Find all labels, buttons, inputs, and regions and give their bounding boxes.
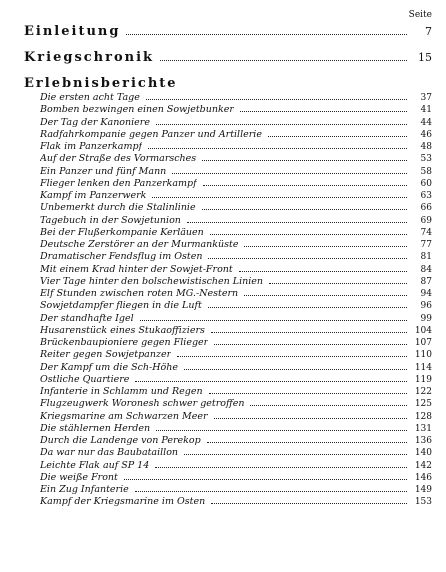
- entry-title: Leichte Flak auf SP 14: [40, 459, 150, 471]
- entry-title: Husarenstück eines Stukaoffiziers: [40, 324, 205, 336]
- entry-title: Sowjetdampfer fliegen in die Luft: [40, 300, 202, 312]
- section-title: Kriegschronik: [24, 50, 155, 65]
- entry-page-number: 140: [414, 448, 432, 459]
- dot-leader: [160, 60, 407, 61]
- entry-title: Die weiße Front: [40, 471, 118, 483]
- entry-page-number: 125: [414, 399, 432, 410]
- dot-leader: [208, 307, 407, 308]
- toc-entry: [40, 190, 432, 202]
- toc-entry: [40, 435, 432, 447]
- entry-title: Tagebuch in der Sowjetunion: [40, 214, 181, 226]
- dot-leader: [172, 173, 407, 174]
- entry-page-number: 99: [420, 313, 432, 324]
- toc-entry: [40, 141, 432, 153]
- dot-leader: [135, 491, 407, 492]
- entry-title: Deutsche Zerstörer an der Murmanküste: [40, 239, 239, 250]
- dot-leader: [202, 160, 407, 161]
- toc-entry: [40, 447, 432, 459]
- entry-title: Auf der Straße des Vormarsches: [40, 153, 197, 165]
- entry-page-number: 87: [420, 276, 432, 287]
- dot-leader: [124, 479, 407, 480]
- dot-leader: [269, 283, 407, 284]
- dot-leader: [268, 136, 407, 137]
- entry-title: Die stählernen Herden: [40, 422, 151, 434]
- entry-title: Ein Zug Infanterie: [40, 484, 129, 495]
- entry-page-number: 81: [420, 252, 432, 263]
- toc-entry: [40, 460, 432, 472]
- dot-leader: [240, 111, 407, 112]
- toc-entry: [40, 337, 432, 349]
- entry-page-number: 58: [420, 166, 432, 177]
- entry-page-number: 128: [414, 411, 432, 422]
- entry-title: Dramatischer Fendsflug im Osten: [40, 251, 203, 263]
- dot-leader: [244, 295, 407, 296]
- toc-entry: [40, 276, 432, 288]
- entry-page-number: 63: [420, 191, 432, 201]
- entry-title: Der Kampf um die Sch-Höhe: [40, 361, 178, 373]
- entry-page-number: 136: [414, 436, 432, 446]
- entry-page-number: 114: [414, 362, 432, 373]
- page-column-header: Seite: [408, 10, 432, 20]
- toc-entry: [40, 117, 432, 129]
- dot-leader: [239, 271, 407, 272]
- entry-list: [40, 92, 432, 509]
- entry-page-number: 84: [420, 264, 432, 275]
- dot-leader: [211, 503, 407, 504]
- entry-title: Die ersten acht Tage: [40, 92, 140, 103]
- entry-title: Flak im Panzerkampf: [40, 141, 143, 152]
- entry-page-number: 69: [420, 215, 432, 226]
- toc-entry: [40, 227, 432, 239]
- toc-entry: [40, 423, 432, 435]
- entry-title: Infanterie in Schlamm und Regen: [40, 386, 203, 397]
- dot-leader: [203, 185, 407, 186]
- toc-entry: [40, 215, 432, 227]
- toc-entry: [40, 166, 432, 178]
- entry-page-number: 96: [420, 301, 432, 312]
- dot-leader: [244, 246, 407, 247]
- entry-page-number: 46: [420, 129, 432, 140]
- dot-leader: [208, 258, 407, 259]
- toc-entry: [40, 178, 432, 190]
- toc-entry: [40, 411, 432, 423]
- section-page-number: 15: [418, 51, 432, 64]
- entry-title: Der standhafte Igel: [40, 312, 134, 324]
- entry-page-number: 77: [420, 240, 432, 250]
- dot-leader: [214, 418, 407, 419]
- dot-leader: [184, 369, 407, 370]
- dot-leader: [156, 430, 407, 431]
- entry-title: Da war nur das Baubataillon: [40, 447, 179, 459]
- dot-leader: [207, 442, 407, 443]
- toc-entry: [40, 472, 432, 484]
- toc-entry: [40, 264, 432, 276]
- toc-entry: [40, 129, 432, 141]
- entry-title: Unbemerkt durch die Stalinlinie: [40, 202, 196, 214]
- toc-entry: [40, 362, 432, 374]
- entry-page-number: 48: [420, 142, 432, 152]
- toc-entry: [40, 104, 432, 116]
- section-einleitung: [24, 24, 432, 39]
- dot-leader: [126, 34, 407, 35]
- dot-leader: [250, 405, 407, 406]
- dot-leader: [146, 99, 407, 100]
- section-page-number: 7: [425, 25, 432, 38]
- entry-page-number: 94: [420, 289, 432, 299]
- entry-title: Mit einem Krad hinter der Sowjet-Front: [40, 263, 233, 275]
- entry-page-number: 131: [414, 423, 432, 434]
- toc-entry: [40, 300, 432, 312]
- dot-leader: [140, 320, 407, 321]
- toc-entry: [40, 496, 432, 508]
- entry-page-number: 110: [414, 350, 432, 361]
- entry-page-number: 122: [414, 387, 432, 397]
- dot-leader: [187, 222, 407, 223]
- entry-page-number: 41: [420, 105, 432, 116]
- entry-title: Vier Tage hinter den bolschewistischen Linien: [40, 275, 264, 287]
- entry-title: Brückenbaupioniere gegen Flieger: [40, 337, 209, 348]
- entry-title: Kampf im Panzerwerk: [40, 190, 147, 201]
- entry-title: Radfahrkompanie gegen Panzer und Artillerie: [40, 128, 262, 140]
- dot-leader: [210, 234, 407, 235]
- section-title: Einleitung: [24, 24, 121, 39]
- toc-entry: [40, 313, 432, 325]
- entry-page-number: 44: [420, 117, 432, 128]
- toc-entry: [40, 288, 432, 300]
- entry-page-number: 74: [420, 227, 432, 238]
- entry-page-number: 149: [414, 485, 432, 495]
- toc-entry: [40, 202, 432, 214]
- entry-title: Kampf der Kriegsmarine im Osten: [40, 496, 206, 508]
- entry-title: Ein Panzer und fünf Mann: [40, 165, 167, 177]
- entry-title: Bei der Flußerkompanie Kerläuen: [40, 226, 204, 238]
- dot-leader: [152, 197, 407, 198]
- entry-page-number: 60: [420, 178, 432, 189]
- toc-entry: [40, 484, 432, 496]
- entry-title: Elf Stunden zwischen roten MG.-Nestern: [40, 288, 239, 299]
- dot-leader: [209, 393, 407, 394]
- entry-title: Ostliche Quartiere: [40, 373, 130, 385]
- dot-leader: [184, 454, 407, 455]
- toc-entry: [40, 325, 432, 337]
- entry-title: Durch die Landenge von Perekop: [40, 435, 201, 446]
- toc-entry: [40, 92, 432, 104]
- section-erlebnisberichte: [24, 76, 432, 91]
- dot-leader: [214, 344, 407, 345]
- entry-title: Bomben bezwingen einen Sowjetbunker: [40, 104, 234, 116]
- toc-entry: [40, 398, 432, 410]
- section-kriegschronik: [24, 50, 432, 65]
- dot-leader: [148, 148, 407, 149]
- dot-leader: [135, 381, 407, 382]
- entry-page-number: 142: [414, 460, 432, 471]
- dot-leader: [156, 124, 407, 125]
- dot-leader: [211, 332, 407, 333]
- entry-page-number: 66: [420, 203, 432, 214]
- entry-page-number: 53: [420, 154, 432, 165]
- entry-page-number: 104: [414, 325, 432, 336]
- toc-entry: [40, 349, 432, 361]
- entry-page-number: 37: [420, 93, 432, 103]
- entry-page-number: 119: [414, 374, 432, 385]
- toc-entry: [40, 153, 432, 165]
- dot-leader: [155, 467, 407, 468]
- entry-page-number: 146: [414, 472, 432, 483]
- dot-leader: [177, 356, 407, 357]
- entry-title: Kriegsmarine am Schwarzen Meer: [40, 410, 208, 422]
- entry-page-number: 153: [414, 497, 432, 508]
- toc-entry: [40, 374, 432, 386]
- entry-title: Flieger lenken den Panzerkampf: [40, 177, 197, 189]
- toc-entry: [40, 386, 432, 398]
- entry-title: Flugzeugwerk Woronesh schwer getroffen: [40, 398, 245, 410]
- entry-page-number: 107: [414, 338, 432, 348]
- entry-title: Der Tag der Kanoniere: [40, 116, 150, 128]
- section-title: Erlebnisberichte: [24, 76, 178, 91]
- toc-entry: [40, 251, 432, 263]
- dot-leader: [202, 209, 407, 210]
- toc-entry: [40, 239, 432, 251]
- entry-title: Reiter gegen Sowjetpanzer: [40, 349, 172, 361]
